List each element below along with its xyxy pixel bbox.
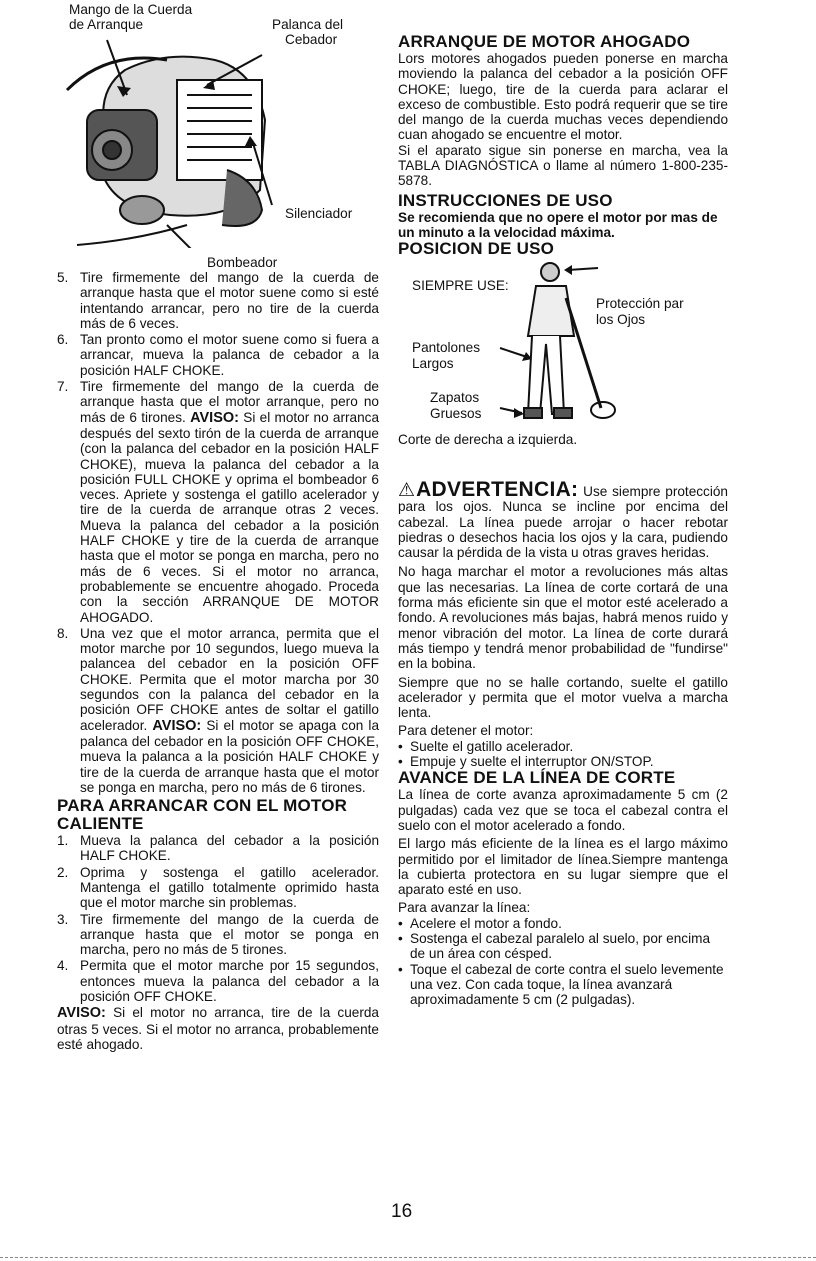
aviso-label: AVISO:	[152, 717, 202, 734]
step-number: 4.	[57, 958, 69, 974]
advance-item: • Acelere el motor a fondo.	[398, 916, 728, 931]
label-pants-1: Pantolones	[412, 339, 481, 355]
label-primer: Bombeador	[207, 255, 278, 270]
stop-list	[398, 739, 728, 770]
step-text: Si el motor se apaga con la palanca del cebador en la posición OFF CHOKE, mueva la palanca a la posición HALF CHOKE y tire de la cuerda de arranque hasta que el motor se ponga en marcha, pero no más de 6 tirones.	[80, 717, 380, 795]
step-7	[57, 379, 379, 625]
aviso-label: AVISO:	[190, 409, 239, 426]
warm-step-3	[57, 912, 379, 958]
stop-intro: Para detener el motor:	[398, 723, 534, 739]
flooded-paragraph-2: Si el aparato sigue sin ponerse en marcha, vea la TABLA DIAGNÓSTICA o llame al número 1-800-235-5878.	[398, 142, 728, 189]
step-text: Mueva la palanca del cebador a la posición HALF CHOKE.	[80, 833, 379, 864]
step-number: 7.	[57, 379, 69, 395]
engine-figure	[57, 0, 379, 270]
step-text: Oprima y sostenga el gatillo acelerador. Mantenga el gatillo totalmente oprimido hasta que el motor marche sin problemas.	[80, 864, 379, 911]
flooded-paragraph-1: Lors motores ahogados pueden ponerse en marcha moviendo la palanca del cebador a la posición OFF CHOKE; luego, tire de la cuerda para aclarar el exceso de combustible. Esto podrá requerir que se tire del mango de la cuerda muchas veces dependiendo cuan ahogado se encuentre el motor.	[398, 51, 728, 143]
warning-label: ADVERTENCIA:	[416, 477, 579, 501]
right-column	[398, 33, 728, 1007]
stop-item: • Empuje y suelte el interruptor ON/STOP.	[398, 754, 728, 769]
warm-step-2	[57, 865, 379, 911]
steps-list-a	[57, 270, 379, 795]
advance-paragraph-2: El largo más eficiente de la línea es el largo máximo permitido por el limitador de línea.Siempre mantenga la cubierta protectora en su lugar siempre que el aparato esté en uso.	[398, 836, 728, 898]
step-text: Tire firmemente del mango de la cuerda de arranque hasta que el motor se ponga en marcha, pero no más de 5 tirones.	[80, 911, 379, 958]
speed-paragraph: No haga marchar el motor a revoluciones más altas que las necesarias. La línea de corte cortará de una forma más eficiente sin que el motor esté acelerado a fondo. A revoluciones más bajas, habrá menos ruido y menor vibración del motor. La línea de corte durará más tiempo y tendrá menor probabilidad de "fundirse" en la bobina.	[398, 564, 728, 672]
use-heading: INSTRUCCIONES DE USO	[398, 190, 613, 210]
steps-list-b	[57, 833, 379, 1004]
idle-paragraph: Siempre que no se halle cortando, suelte el gatillo acelerador y permita que el motor vuelva a marcha lenta.	[398, 674, 728, 721]
step-text: Una vez que el motor arranca, permita que el motor marche por 10 segundos, luego mueva la palancea del cebador en la posición OFF CHOKE. Permita que el motor marcha por 30 segundos con la palanca del cebador en la posición OFF CHOKE antes de soltar el gatillo acelerador.	[80, 625, 379, 733]
warm-start-heading: PARA ARRANCAR CON EL MOTOR CALIENTE	[57, 796, 348, 834]
warning-text: Use siempre protección para los ojos. Nunca se incline por encima del cabezal. La línea puede arrojar o hacer rebotar piedras o desechos hacia los ojos y la cara, pudiendo causar la pérdida de la vista u otras graves heridas.	[398, 483, 728, 561]
label-shoes-1: Zapatos	[430, 389, 480, 405]
advance-paragraph-1: La línea de corte avanza aproximadamente 5 cm (2 pulgadas) cada vez que se toca el cabezal contra el suelo con el motor acelerado a fondo.	[398, 787, 728, 833]
left-column	[57, 0, 379, 1055]
step-number: 6.	[57, 332, 69, 348]
final-aviso-paragraph	[57, 1005, 379, 1052]
step-8	[57, 626, 379, 795]
label-starter-handle-2: de Arranque	[69, 17, 144, 32]
cut-caption: Corte de derecha a izquierda.	[398, 431, 578, 447]
position-heading: POSICION DE USO	[398, 238, 555, 258]
label-pants-2: Largos	[412, 355, 454, 371]
aviso-label: AVISO:	[57, 1005, 106, 1022]
label-choke-2: Cebador	[285, 32, 338, 47]
step-number: 1.	[57, 833, 69, 849]
advance-item: • Sostenga el cabezal paralelo al suelo, por encima de un área con césped.	[398, 931, 728, 962]
label-eye-2: los Ojos	[596, 311, 646, 327]
advance-intro: Para avanzar la línea:	[398, 900, 531, 916]
warm-step-4	[57, 958, 379, 1004]
warning-icon: ⚠	[398, 479, 417, 501]
final-aviso-text: Si el motor no arranca, tire de la cuerda otras 5 veces. Si el motor no arranca, probablemente esté ahogado.	[57, 1005, 379, 1052]
step-number: 5.	[57, 270, 69, 285]
page-edge-divider	[0, 1257, 816, 1258]
label-eye-1: Protección par	[596, 295, 684, 311]
page-number: 16	[391, 1201, 413, 1222]
warning-paragraph	[398, 477, 728, 561]
step-6	[57, 332, 379, 378]
advance-list	[398, 916, 728, 1008]
warm-step-1	[57, 833, 379, 864]
operator-figure	[398, 258, 728, 426]
label-muffler: Silenciador	[285, 206, 353, 221]
stop-item: • Suelte el gatillo acelerador.	[398, 739, 728, 754]
label-choke-1: Palanca del	[272, 17, 344, 32]
advance-heading: AVANCE DE LA LÍNEA DE CORTE	[398, 768, 676, 788]
step-text: Tire firmemente del mango de la cuerda de arranque hasta que el motor suene como si esté intentando arrancar, pero no tire de la cuerda más de 6 veces.	[80, 270, 379, 331]
step-text: Si el motor no arranca después del sexto tirón de la cuerda de arranque (con la palanca del cebador en la posición HALF CHOKE), mueva la palanca del cebador a la posición FULL CHOKE y oprima el bombeador 6 veces. Apriete y sostenga el gatillo acelerador y tire de la cuerda de arranque otras 2 veces. Mueva la palanca del cebador a la posición HALF CHOKE y tire de la cuerda de arranque hasta que el motor se ponga en marcha, pero no más de 6 veces. Si el motor no arranca, probablemente se encuentre ahogado. Proceda con la sección ARRANQUE DE MOTOR AHOGADO.	[80, 409, 380, 625]
step-5	[57, 270, 379, 331]
step-number: 8.	[57, 625, 69, 641]
use-subheading: Se recomienda que no opere el motor por mas de un minuto a la velocidad máxima.	[398, 209, 718, 240]
step-number: 2.	[57, 864, 69, 880]
flooded-heading: ARRANQUE DE MOTOR AHOGADO	[398, 32, 691, 51]
step-number: 3.	[57, 911, 69, 927]
step-text: Permita que el motor marche por 15 segundos, entonces mueva la palanca del cebador a la posición OFF CHOKE.	[80, 958, 379, 1005]
step-text: Tan pronto como el motor suene como si fuera a arrancar, mueva la palanca de cebador a la posición HALF CHOKE.	[80, 332, 379, 378]
label-starter-handle-1: Mango de la Cuerda	[69, 2, 193, 17]
label-shoes-2: Gruesos	[430, 405, 482, 421]
advance-item: • Toque el cabezal de corte contra el suelo levemente una vez. Con cada toque, la línea avanzará aproximadamente 5 cm (2 pulgadas).	[398, 962, 728, 1008]
label-always-use: SIEMPRE USE:	[412, 277, 509, 293]
step-text: Tire firmemente del mango de la cuerda de arranque hasta que el motor arranque, pero no más de 6 tirones.	[80, 379, 379, 425]
